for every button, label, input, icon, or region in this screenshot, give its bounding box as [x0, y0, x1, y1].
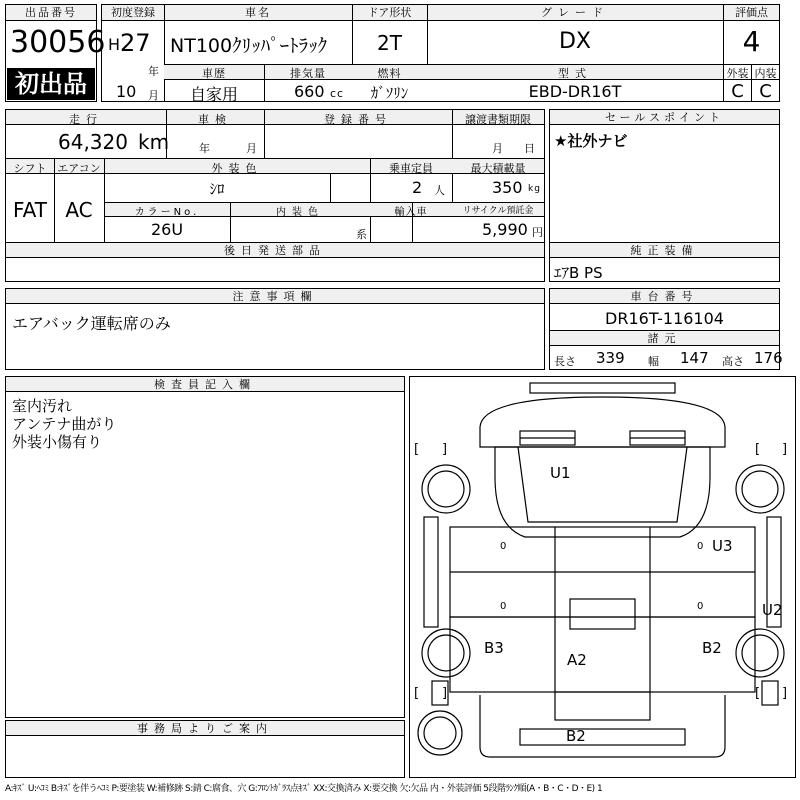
sales-point-label: セールスポイント: [550, 110, 779, 125]
score-value: 4: [742, 25, 761, 58]
ext-grade-value: C: [731, 81, 744, 102]
chassis-value: DR16T-116104: [605, 309, 724, 328]
equipment-label: 純正装備: [550, 243, 779, 258]
first-listing-badge: 初出品: [7, 68, 95, 100]
zero-mark-3: 0: [500, 601, 507, 612]
height-label: 高さ: [722, 355, 744, 368]
vehicle-diagram-svg: [410, 377, 795, 777]
bracket-right-top-close: ]: [782, 442, 788, 457]
notes-value: エアバック運転席のみ: [12, 314, 171, 333]
damage-u2: U2: [762, 601, 783, 619]
door-type: 2T: [377, 31, 402, 55]
displacement-value: 660: [294, 82, 325, 101]
max-load-unit: kg: [528, 184, 541, 194]
mileage-value: 64,320: [58, 130, 128, 154]
inspector-line-2: アンテナ曲がり: [12, 415, 117, 433]
displacement-label: 排気量: [290, 67, 326, 80]
capacity-label: 乗車定員: [389, 162, 433, 175]
reg-month: 10: [116, 82, 137, 101]
capacity-unit: 人: [434, 184, 446, 197]
inspector-box: [5, 376, 405, 718]
lot-box: [5, 4, 106, 102]
model-label: 型式: [558, 67, 592, 80]
displacement-unit: cc: [330, 87, 345, 100]
width-value: 147: [680, 349, 709, 367]
reg-number-label: 登録番号: [324, 113, 392, 126]
damage-diagram: [409, 376, 796, 778]
import-label: 輸入車: [394, 207, 428, 218]
inspector-line-3: 外装小傷有り: [12, 433, 103, 451]
int-grade-label: 内装: [754, 67, 777, 80]
damage-u3: U3: [712, 537, 733, 555]
notes-box: [5, 288, 545, 370]
reg-label: 初度登録: [102, 5, 164, 21]
recycle-label: リサイクル預託金: [462, 206, 534, 216]
score-label: 評価点: [724, 5, 779, 21]
office-box: [5, 720, 405, 778]
damage-b2-side: B2: [702, 639, 722, 657]
width-label: 幅: [648, 355, 660, 368]
equipment-value: ｴｱB PS: [554, 264, 603, 282]
recycle-value: 5,990: [482, 220, 528, 239]
dims-label: 諸元: [550, 331, 779, 346]
damage-a2: A2: [567, 651, 587, 669]
legend: A:ｷｽﾞ U:ﾍｺﾐ B:ｷｽﾞを伴うﾍｺﾐ P:要塗装 W:補修跡 S:錆 C:腐食、穴 G:ﾌﾛﾝﾄｶﾞﾗｽ点ｷｽﾞ XX:交換済み X:要交換 欠:欠品 内・外装評価 5段階ﾗﾝｸ順(A・B・C・D・E) 1: [5, 784, 603, 794]
model-value: EBD-DR16T: [528, 82, 622, 101]
grade-label: グレード: [427, 5, 723, 21]
history-label: 車歴: [202, 67, 226, 80]
zero-mark-2: 0: [697, 541, 704, 552]
int-color-label: 内装色: [276, 207, 324, 218]
max-load-value: 350: [492, 178, 523, 197]
max-load-label: 最大積載量: [470, 162, 526, 175]
inspector-label: 検査員記入欄: [6, 377, 404, 392]
inspector-line-1: 室内汚れ: [12, 397, 73, 415]
reg-month-unit: 月: [148, 89, 160, 102]
bracket-right-bottom-close: ]: [782, 686, 788, 701]
bracket-left-bottom-close: ]: [442, 686, 448, 701]
inspection-month-unit: 月: [246, 142, 258, 155]
chassis-box: [549, 288, 783, 370]
aircon-value: AC: [65, 198, 93, 222]
top-grid: [101, 4, 780, 102]
ext-color-value: ｼﾛ: [209, 180, 225, 198]
fuel-label: 燃料: [377, 67, 402, 80]
inspection-year-unit: 年: [199, 142, 211, 155]
later-parts-box: [5, 242, 545, 282]
zero-mark-4: 0: [697, 601, 704, 612]
capacity-value: 2: [412, 178, 423, 197]
shift-value: FAT: [12, 198, 47, 222]
aircon-label: エアコン: [57, 162, 101, 175]
bracket-right-top: [: [755, 442, 761, 457]
car-name: NT100ｸﾘｯﾊﾟｰﾄﾗｯｸ: [170, 35, 328, 57]
door-label: ドア形状: [352, 5, 427, 21]
damage-u1: U1: [550, 464, 571, 482]
reg-year-unit: 年: [148, 65, 160, 78]
mileage-label: 走行: [69, 113, 103, 126]
bracket-left-top-close: ]: [442, 442, 448, 457]
mileage-unit: km: [138, 130, 170, 154]
sales-point-value: ★社外ナビ: [554, 132, 628, 150]
reg-era: H: [108, 35, 121, 54]
int-color-unit: 系: [356, 228, 368, 241]
transfer-month-unit: 月: [492, 142, 504, 155]
later-parts-label: 後日発送部品: [6, 243, 544, 258]
color-no-label: カラーNo.: [134, 207, 200, 218]
chassis-label: 車台番号: [550, 289, 779, 304]
zero-mark-1: 0: [500, 541, 507, 552]
length-label: 長さ: [554, 355, 576, 368]
fuel-value: ｶﾞｿﾘﾝ: [370, 84, 409, 102]
damage-b3: B3: [484, 639, 504, 657]
recycle-unit: 円: [532, 226, 544, 239]
inspection-label: 車検: [198, 113, 232, 126]
notes-label: 注意事項欄: [6, 289, 544, 304]
shift-label: シフト: [13, 162, 47, 175]
lot-label: 出品番号: [6, 5, 96, 21]
car-name-label: 車名: [164, 5, 352, 21]
reg-year: 27: [120, 29, 151, 57]
sales-point-box: [549, 109, 780, 243]
bracket-left-top: [: [414, 442, 420, 457]
detail-grid: [5, 109, 545, 243]
grade: DX: [558, 29, 591, 54]
history-value: 自家用: [189, 85, 238, 104]
length-value: 339: [596, 349, 625, 367]
int-grade-value: C: [759, 81, 772, 102]
lot-number: 30056: [10, 25, 106, 60]
office-label: 事務局よりご案内: [6, 721, 404, 736]
transfer-day-unit: 日: [524, 142, 536, 155]
bracket-right-bottom: [: [755, 686, 761, 701]
height-value: 176: [754, 349, 783, 367]
damage-b2-rear: B2: [566, 727, 586, 745]
ext-color-label: 外装色: [211, 162, 263, 175]
equipment-box: [549, 242, 780, 282]
color-no-value: 26U: [150, 220, 184, 239]
ext-grade-label: 外装: [726, 67, 749, 80]
transfer-label: 譲渡書類期限: [465, 113, 531, 126]
bracket-left-bottom: [: [414, 686, 420, 701]
